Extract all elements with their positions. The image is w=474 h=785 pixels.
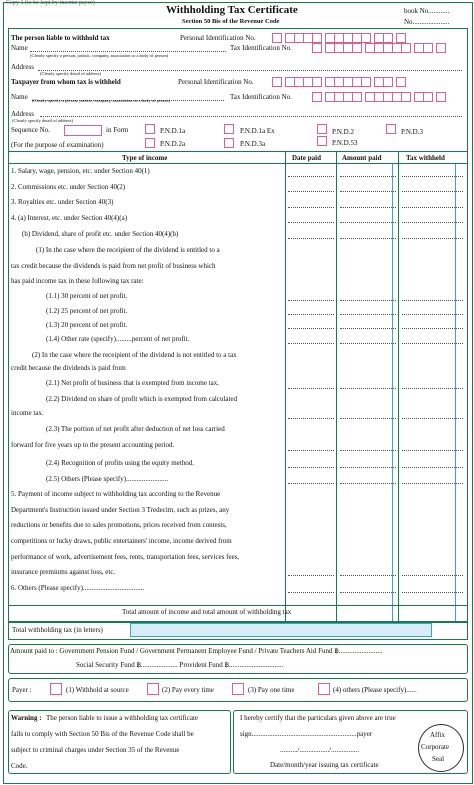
payer-heading: The person liable to withhold tax: [11, 34, 110, 42]
payer-name-hint: (Clearly specify a person, juristic, company, association or a body of person): [30, 53, 169, 58]
income-row: (1) In the case where the receipient of the dividend is entitled to a: [36, 246, 220, 254]
form-pnd2-label: P.N.D.2: [332, 128, 354, 136]
income-row: 6. Others (Please specify)...................................: [11, 584, 145, 592]
col-header-type: Type of income: [122, 154, 168, 162]
date-field[interactable]: ........../................./................: [280, 746, 360, 754]
warning-line: subject to criminal charges under Section 35 of the Revenue: [11, 746, 180, 754]
signature-field[interactable]: sign............................................................payer: [240, 730, 373, 738]
total-label: Total amount of income and total amount of withholding tax: [122, 608, 292, 616]
income-row: has paid income tax in these following tax rate:: [11, 277, 144, 285]
income-row: forward for five years up to the present accounting period.: [11, 441, 175, 449]
warning-line: The person liable to issue a withholding tax certificate: [46, 714, 199, 722]
income-row: (2.4) Recognition of profits using the equity method.: [46, 459, 194, 467]
form-pnd3-label: P.N.D.3: [401, 128, 423, 136]
payer-option-1: (1) Withhold at source: [66, 686, 129, 694]
payer-name-label: Name: [11, 44, 28, 52]
payee-name-hint: (Clearly specify a person, juristic, company, association or a body of person): [32, 98, 171, 103]
income-row: performance of work, advertisement fees, rents, transportation fees, services fees,: [11, 553, 240, 561]
payer-tid-label: Tax Identification No.: [230, 44, 292, 52]
income-row: (2) In the case where the receipient of the dividend is not entitled to a tax: [32, 351, 237, 359]
income-row: 4. (a) Interest, etc. under Section 40(4)(a): [11, 214, 128, 222]
payer-pid-label: Personal Identification No.: [180, 34, 256, 42]
sequence-label: Sequence No.: [11, 126, 50, 134]
form-pnd3a-label: P.N.D.3a: [240, 140, 266, 148]
income-row: (1.4) Other rate (specify).........percent of net profit.: [46, 335, 190, 343]
form-pnd53-label: P.N.D.53: [332, 139, 358, 147]
income-row: 2. Commissions etc. under Section 40(2): [11, 183, 126, 191]
income-row: 3. Royalties etc. under Section 40(3): [11, 198, 114, 206]
page-border: [3, 2, 473, 784]
payer-type-label: Payer :: [12, 686, 32, 694]
page-subtitle: Section 50 Bis of the Revenue Code: [182, 18, 280, 25]
income-row: tax credit because the dividends is paid from net profit of business which: [11, 262, 216, 270]
payee-pid-label: Personal Identification No.: [178, 78, 254, 86]
seal-text: Corporate: [421, 743, 449, 751]
income-row: (1.3) 20 percent of net profit.: [46, 321, 128, 329]
payer-address-label: Address: [11, 63, 34, 71]
income-row: income tax.: [11, 409, 44, 417]
payer-option-4: (4) others (Please specify)......: [333, 686, 417, 694]
income-row: (2.2) Dividend on share of profit which is exempted from calculated: [46, 395, 238, 403]
warning-line: fails to comply with Section 50 Bis of the Revenue Code shall be: [11, 730, 194, 738]
payee-address-label: Address: [11, 110, 34, 118]
col-header-amount: Amount paid: [342, 154, 382, 162]
in-form-label: in Form: [106, 126, 129, 134]
income-row: reductions or benefits due to sales promotions, prices received from contests,: [11, 521, 227, 529]
warning-title: Warning :: [11, 714, 42, 722]
page-title: Withholding Tax Certificate: [166, 4, 298, 16]
cert-no: No.....................: [404, 18, 450, 26]
payee-heading: Taxpayer from whom tax is withheld: [11, 78, 121, 86]
income-row: Department's Instruction issued under Section 3 Tredecim, such as prizes, any: [11, 506, 230, 514]
letters-label: Total withholding tax (in letters): [12, 626, 103, 634]
payee-name-label: Name: [11, 93, 28, 101]
payer-address-hint: (Clearly specify detail of address): [40, 71, 101, 76]
income-row: (2.5) Others (Please specify)........................: [46, 475, 169, 483]
copy-note: Copy 1 (to be kept by income payee): [6, 0, 95, 6]
income-row: 1. Salary, wage, pension, etc. under Section 40(1): [11, 167, 150, 175]
warning-line: Code.: [11, 762, 28, 770]
income-row: 5. Payment of income subject to withholding tax according to the Revenue: [11, 490, 221, 498]
payee-tid-label: Tax Identification No.: [230, 93, 292, 101]
certify-text: I hereby certify that the particulars given above are true: [240, 714, 396, 722]
payee-address-hint: (Clearly specify detail of address): [12, 118, 73, 123]
income-row: (1.1) 30 percent of net profit.: [46, 292, 128, 300]
payer-option-3: (3) Pay one time: [248, 686, 295, 694]
funds-line-2: Social Security Fund ฿..................... Provident Fund ฿...............................: [76, 661, 284, 669]
col-header-tax: Tax withheld: [406, 154, 445, 162]
date-label: Date/month/year issuing tax certificate: [270, 761, 379, 769]
form-pnd2a-label: P.N.D.2a: [160, 140, 186, 148]
seal-text: Affix: [430, 731, 446, 739]
income-row: (1.2) 25 percent of net profit.: [46, 307, 128, 315]
income-row: insurance premiums against loss, etc.: [11, 568, 116, 576]
income-row: (2.1) Net profit of business that is exempted from income tax.: [46, 379, 220, 387]
funds-line-1: Amount paid to : Government Pension Fund / Government Permanent Employee Fund / Private Teachers Aid Fund ฿.........................: [10, 647, 383, 655]
col-header-date: Date paid: [292, 154, 321, 162]
income-row: credit because the dividends is paid from: [11, 364, 126, 372]
exam-note: (For the purpose of examination): [11, 141, 104, 149]
income-row: (2.3) The portion of net profit after deduction of net loss carried: [46, 425, 225, 433]
payer-option-2: (2) Pay every time: [162, 686, 214, 694]
form-pnd1a-label: P.N.D.1a: [160, 127, 186, 135]
income-row: (b) Dividend, share of profit etc. under Section 40(4)(b): [22, 230, 179, 238]
seal-text: Seal: [432, 755, 445, 763]
income-row: competitions or lucky draws, public entertainers' income, income derived from: [11, 537, 232, 545]
form-pnd1a-ex-label: P.N.D.1a Ex: [240, 127, 275, 135]
book-no: book No............: [404, 7, 450, 15]
